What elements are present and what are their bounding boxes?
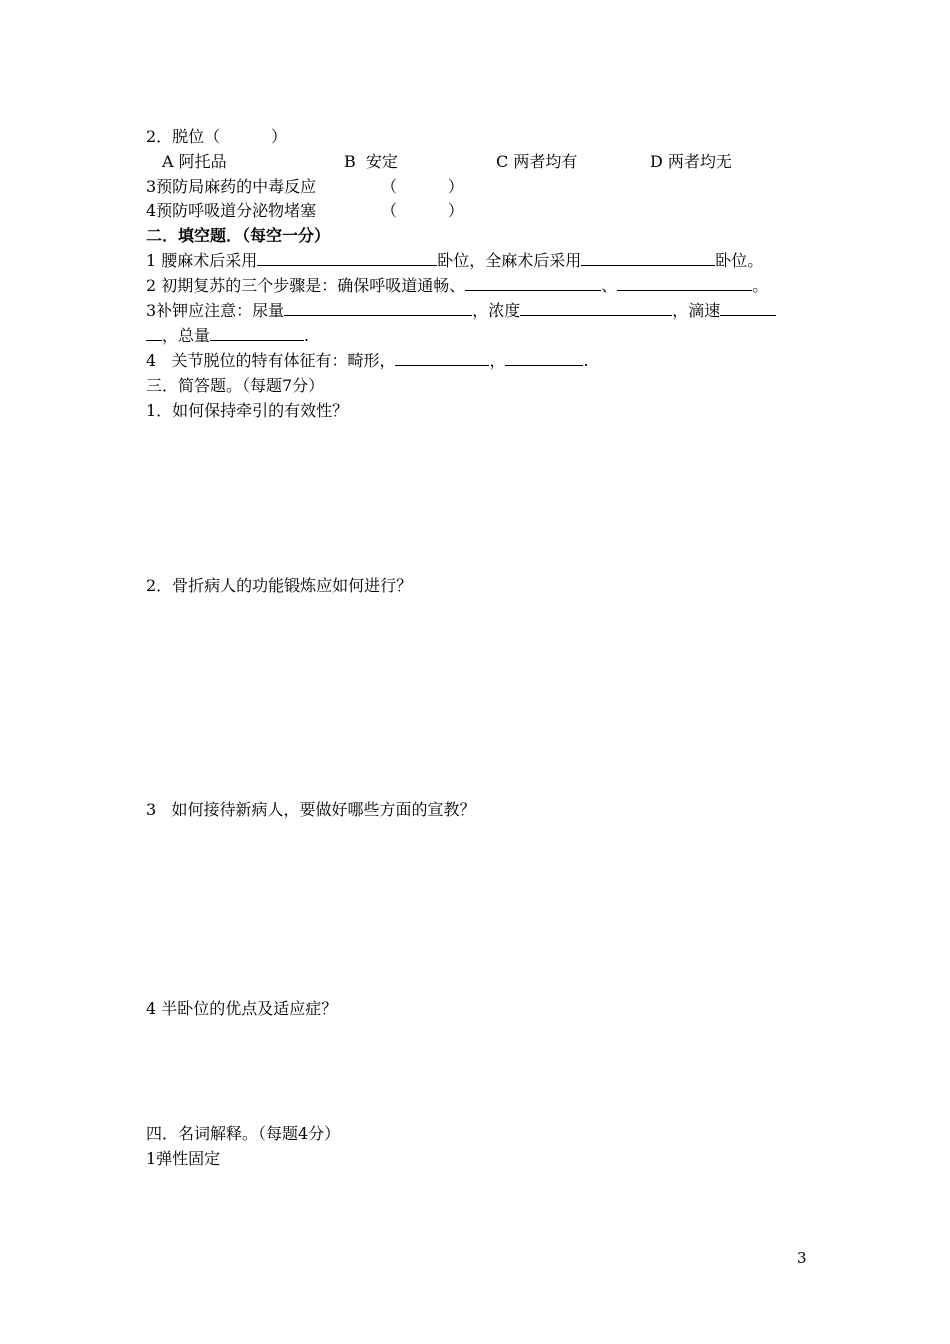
fill-item-1: 1 腰麻术后采用 卧位，全麻术后采用 卧位。 [146,251,764,270]
blank[interactable] [505,351,583,366]
blank[interactable] [617,276,752,291]
mc-q4-text: 4预防呼吸道分泌物堵塞 [146,201,317,220]
mc-q2-option-b: B 安定 [344,152,398,171]
blank[interactable] [257,251,437,266]
term-1: 1弹性固定 [146,1149,221,1168]
mc-q2-stem: 2．脱位（ ） [146,127,288,146]
blank[interactable] [284,301,472,316]
mc-q4-paren: （ ） [381,201,464,220]
short-q4: 4 半卧位的优点及适应症？ [146,999,338,1018]
fill-section-heading: 二．填空题．（每空一分） [146,226,331,245]
mc-q3-paren: （ ） [381,177,464,196]
blank[interactable] [520,301,672,316]
fill-item-3: 3补钾应注意：尿量 ，浓度 ，滴速 [146,301,776,321]
fill-item-2: 2 初期复苏的三个步骤是：确保呼吸道通畅、 、 。 [146,276,769,295]
blank[interactable] [210,326,304,341]
mc-q2-option-c: C 两者均有 [496,152,578,171]
terms-section-heading: 四．名词解释。（每题4分） [146,1124,341,1143]
short-q3: 3 如何接待新病人，要做好哪些方面的宣教？ [146,800,476,819]
blank[interactable] [465,276,601,291]
short-section-heading: 三．简答题。（每题7分） [146,376,325,395]
blank[interactable] [581,251,715,266]
fill-item-4: 4 关节脱位的特有体征有：畸形， ， . [146,351,589,370]
page-number: 3 [797,1249,807,1267]
short-q2: 2．骨折病人的功能锻炼应如何进行？ [146,576,413,595]
mc-q2-option-d: D 两者均无 [650,152,732,171]
blank[interactable] [720,301,776,316]
short-q1: 1．如何保持牵引的有效性？ [146,401,349,420]
blank[interactable] [146,326,162,341]
mc-q2-option-a: A 阿托品 [162,152,227,171]
blank[interactable] [395,351,489,366]
fill-item-3-cont: ，总量 . [146,326,309,346]
mc-q3-text: 3预防局麻药的中毒反应 [146,177,317,196]
